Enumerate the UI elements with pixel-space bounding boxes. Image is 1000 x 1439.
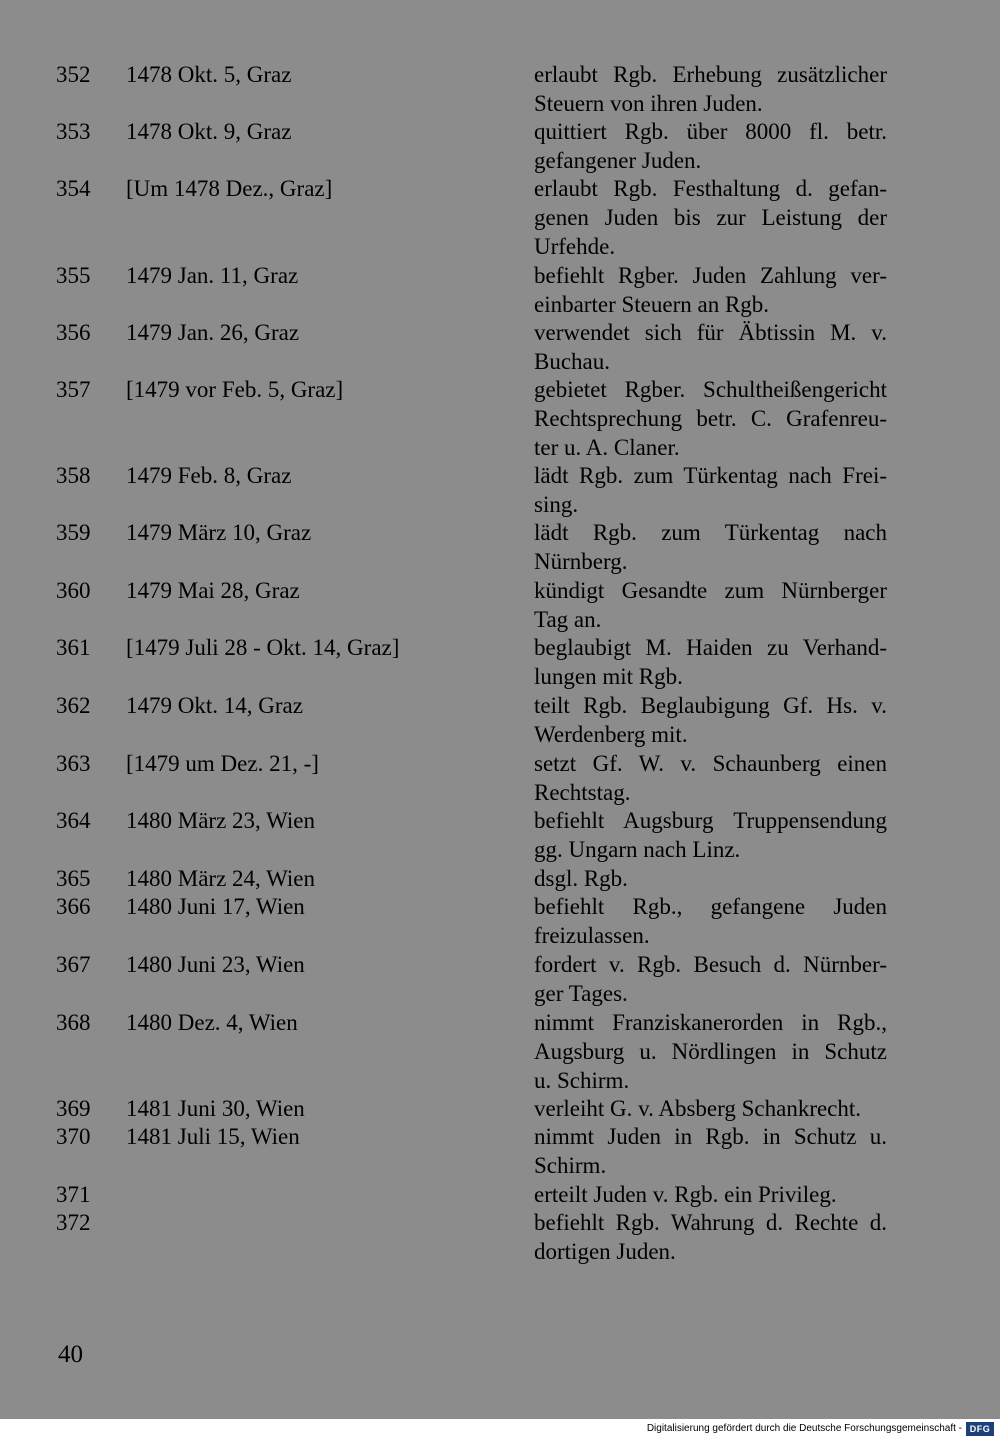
summary-line: nimmt Juden in Rgb. in Schutz u. xyxy=(534,1124,887,1149)
entry-summary xyxy=(534,633,887,691)
entry-summary xyxy=(534,117,887,175)
entry-summary xyxy=(534,1008,887,1095)
page-number: 40 xyxy=(58,1341,83,1368)
entry-date-place: 1480 März 24, Wien xyxy=(126,866,315,891)
summary-line: gg. Ungarn nach Linz. xyxy=(534,837,741,862)
entry-number: 356 xyxy=(56,320,91,345)
summary-line: kündigt Gesandte zum Nürnberger xyxy=(534,578,887,603)
entry-date-place: 1479 Okt. 14, Graz xyxy=(126,693,303,718)
entry-number: 369 xyxy=(56,1096,91,1121)
entry-number: 363 xyxy=(56,751,91,776)
entry-number: 358 xyxy=(56,463,91,488)
entry-number: 361 xyxy=(56,635,91,660)
entry-number: 371 xyxy=(56,1182,91,1207)
entry-date-place: 1478 Okt. 5, Graz xyxy=(126,62,292,87)
entry-summary xyxy=(534,1180,887,1209)
entry-date-place: [Um 1478 Dez., Graz] xyxy=(126,176,333,201)
summary-line: Urfehde. xyxy=(534,234,616,259)
entry-number: 372 xyxy=(56,1210,91,1235)
digitization-footer xyxy=(0,1419,1000,1439)
summary-line: setzt Gf. W. v. Schaunberg einen xyxy=(534,751,887,776)
summary-line: sing. xyxy=(534,492,579,517)
summary-line: erlaubt Rgb. Erhebung zusätzlicher xyxy=(534,62,887,87)
summary-line: lädt Rgb. zum Türkentag nach Frei- xyxy=(534,463,887,488)
entry-number: 355 xyxy=(56,263,91,288)
entry-number: 365 xyxy=(56,866,91,891)
entry-number: 367 xyxy=(56,952,91,977)
entry-date-place: 1479 Jan. 11, Graz xyxy=(126,263,299,288)
entry-summary xyxy=(534,375,887,462)
entry-date-place: [1479 vor Feb. 5, Graz] xyxy=(126,377,344,402)
entry-number: 359 xyxy=(56,520,91,545)
summary-line: befiehlt Rgb. Wahrung d. Rechte d. xyxy=(534,1210,887,1235)
summary-line: verwendet sich für Äbtissin M. v. xyxy=(534,320,887,345)
entry-number: 364 xyxy=(56,808,91,833)
summary-line: verleiht G. v. Absberg Schankrecht. xyxy=(534,1096,862,1121)
entry-number: 362 xyxy=(56,693,91,718)
summary-line: gefangener Juden. xyxy=(534,148,702,173)
entry-summary xyxy=(534,576,887,634)
summary-line: Buchau. xyxy=(534,349,611,374)
entry-date-place: 1479 Mai 28, Graz xyxy=(126,578,300,603)
summary-line: fordert v. Rgb. Besuch d. Nürnber- xyxy=(534,952,887,977)
summary-line: Nürnberg. xyxy=(534,549,628,574)
summary-line: Rechtstag. xyxy=(534,780,631,805)
summary-line: Schirm. xyxy=(534,1153,607,1178)
entry-date-place: 1480 Dez. 4, Wien xyxy=(126,1010,298,1035)
entry-summary xyxy=(534,261,887,319)
summary-line: Tag an. xyxy=(534,607,602,632)
summary-line: ger Tages. xyxy=(534,981,628,1006)
entry-summary xyxy=(534,806,887,864)
entry-date-place: 1479 Jan. 26, Graz xyxy=(126,320,300,345)
entry-summary xyxy=(534,864,887,893)
summary-line: dortigen Juden. xyxy=(534,1239,676,1264)
summary-line: Steuern von ihren Juden. xyxy=(534,91,763,116)
summary-line: erlaubt Rgb. Festhaltung d. gefan- xyxy=(534,176,887,201)
summary-line: befiehlt Rgber. Juden Zahlung ver- xyxy=(534,263,887,288)
entry-date-place: [1479 Juli 28 - Okt. 14, Graz] xyxy=(126,635,400,660)
entry-summary xyxy=(534,1208,887,1266)
entry-summary xyxy=(534,691,887,749)
summary-line: einbarter Steuern an Rgb. xyxy=(534,292,770,317)
summary-line: dsgl. Rgb. xyxy=(534,866,628,891)
entry-number: 353 xyxy=(56,119,91,144)
entry-summary xyxy=(534,1094,887,1123)
entry-date-place: 1479 Feb. 8, Graz xyxy=(126,463,292,488)
entry-date-place: 1480 Juni 17, Wien xyxy=(126,894,305,919)
entry-date-place: 1481 Juni 30, Wien xyxy=(126,1096,305,1121)
summary-line: freizulassen. xyxy=(534,923,650,948)
summary-line: genen Juden bis zur Leistung der xyxy=(534,205,887,230)
dfg-logo: DFG xyxy=(966,1422,994,1436)
entry-date-place: 1480 Juni 23, Wien xyxy=(126,952,305,977)
summary-line: u. Schirm. xyxy=(534,1068,630,1093)
summary-line: quittiert Rgb. über 8000 fl. betr. xyxy=(534,119,887,144)
summary-line: beglaubigt M. Haiden zu Verhand- xyxy=(534,635,887,660)
entry-summary xyxy=(534,174,887,261)
entry-summary xyxy=(534,749,887,807)
footer-credit-text: Digitalisierung gefördert durch die Deutsche Forschungsgemeinschaft - xyxy=(646,1423,962,1434)
summary-line: befiehlt Rgb., gefangene Juden xyxy=(534,894,887,919)
summary-line: nimmt Franziskanerorden in Rgb., xyxy=(534,1010,887,1035)
summary-line: Augsburg u. Nördlingen in Schutz xyxy=(534,1039,887,1064)
summary-line: Werdenberg mit. xyxy=(534,722,688,747)
summary-line: Rechtsprechung betr. C. Grafenreu- xyxy=(534,406,887,431)
entry-summary xyxy=(534,318,887,376)
entry-number: 370 xyxy=(56,1124,91,1149)
summary-line: ter u. A. Claner. xyxy=(534,435,680,460)
summary-line: gebietet Rgber. Schultheißengericht xyxy=(534,377,887,402)
entry-number: 368 xyxy=(56,1010,91,1035)
entry-date-place: 1478 Okt. 9, Graz xyxy=(126,119,292,144)
entry-number: 354 xyxy=(56,176,91,201)
summary-line: befiehlt Augsburg Truppensendung xyxy=(534,808,887,833)
entry-number: 366 xyxy=(56,894,91,919)
summary-line: teilt Rgb. Beglaubigung Gf. Hs. v. xyxy=(534,693,887,718)
entry-date-place: 1481 Juli 15, Wien xyxy=(126,1124,300,1149)
summary-line: lädt Rgb. zum Türkentag nach xyxy=(534,520,887,545)
entry-summary xyxy=(534,60,887,118)
summary-line: lungen mit Rgb. xyxy=(534,664,683,689)
summary-line: erteilt Juden v. Rgb. ein Privileg. xyxy=(534,1182,837,1207)
entry-date-place: 1479 März 10, Graz xyxy=(126,520,312,545)
entry-summary xyxy=(534,950,887,1008)
entry-summary xyxy=(534,1122,887,1180)
entry-number: 352 xyxy=(56,62,91,87)
entry-date-place: 1480 März 23, Wien xyxy=(126,808,315,833)
entry-summary xyxy=(534,518,887,576)
entry-summary xyxy=(534,892,887,950)
entry-number: 360 xyxy=(56,578,91,603)
entry-date-place: [1479 um Dez. 21, -] xyxy=(126,751,319,776)
entry-number: 357 xyxy=(56,377,91,402)
entry-summary xyxy=(534,461,887,519)
